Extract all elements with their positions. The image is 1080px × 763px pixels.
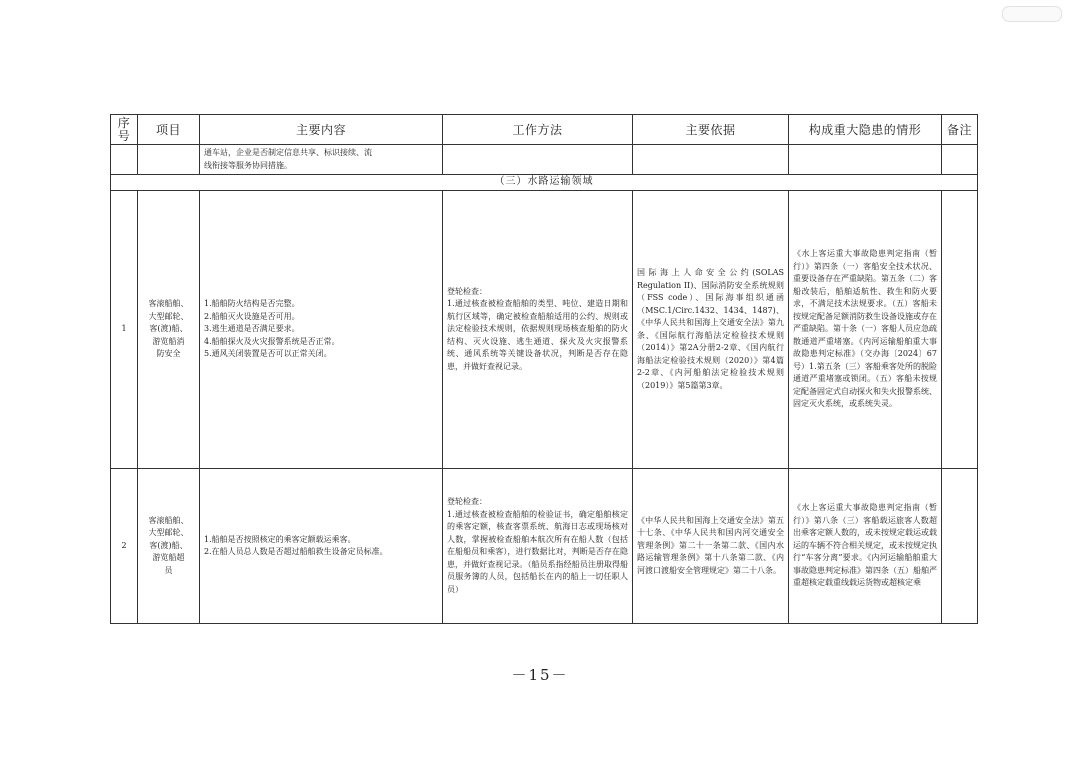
- row-content: 1.船舶防火结构是否完整。 2.船舶灭火设施是否可用。 3.逃生通道是否满足要求。 4.船舶探火及火灾报警系统是否正常。 5.通风关闭装置是否可以正常关闭。: [200, 191, 443, 469]
- corner-watermark: [1002, 6, 1062, 22]
- row-basis: 国际海上人命安全公约(SOLAS Regulation II)、国际消防安全系统规则（FSS code）、国际海事组织通函（MSC.1/Circ.1432、1434、1487)、《中华人民共和国海上交通安全法》第九条、《国际航行海船法定检验技术规则（2014）》第2A分册2-2章、《国内航行海船法定检验技术规则（2020）》第4篇2-2章、《内河船舶法定检验技术规则（2019）》第5篇第3章。: [633, 191, 789, 469]
- row-hazard: 《水上客运重大事故隐患判定指南（暂行）》第八条（三）客船载运旅客人数超出乘客定额人数的，或未按规定载运或载运的车辆不符合相关规定，或未按规定执行“车客分离”要求。《内河运输船舶重大事故隐患判定标准》第四条（五）船舶严重超核定载重线载运货物或超核定乘: [789, 469, 942, 624]
- section-row: [111, 175, 978, 191]
- row-remarks: [942, 469, 978, 624]
- row-basis: 《中华人民共和国海上交通安全法》第五十七条、《中华人民共和国内河交通安全管理条例》第二十一条第二款、《国内水路运输管理条例》第十八条第二款、《内河渡口渡船安全管理规定》第二十八条。: [633, 469, 789, 624]
- row-item: 客滚船舶、 大型邮轮、 客(渡)船、 游览船超 员: [138, 469, 200, 624]
- row-seq: 1: [111, 191, 138, 469]
- header-method: 工作方法: [443, 115, 633, 145]
- header-basis: 主要依据: [633, 115, 789, 145]
- header-remarks: 备注: [942, 115, 978, 145]
- page-number: －15－: [511, 666, 569, 684]
- row-seq: 2: [111, 469, 138, 624]
- row-content: 1.船舶是否按照核定的乘客定额载运乘客。 2.在船人员总人数是否超过船舶救生设备定员标准。: [200, 469, 443, 624]
- header-content: 主要内容: [200, 115, 443, 145]
- row-remarks: [942, 191, 978, 469]
- hazard-inspection-table: [110, 114, 978, 624]
- table-row: [111, 191, 978, 469]
- header-hazard: 构成重大隐患的情形: [789, 115, 942, 145]
- continuation-row: [111, 145, 978, 175]
- continuation-content: 通车站，企业是否制定信息共享、标识接续、流 线衔接等服务协同措施。: [200, 145, 443, 175]
- row-item: 客滚船舶、 大型邮轮、 客(渡)船、 游览船消 防安全: [138, 191, 200, 469]
- section-title: （三）水路运输领域: [111, 175, 978, 191]
- header-item: 项目: [138, 115, 200, 145]
- row-method: 登轮检查： 1.通过核查被检查船舶的检验证书，确定船舶核定的乘客定额，核查客票系统、航海日志或现场核对人数，掌握被检查船舶本航次所有在船人数（包括在船船员和乘客），进行数据比对，判断是否存在隐患，并做好查视记录。（船员系指经船员注册取得船员服务簿的人员，包括船长在内的船上一切任职人员）: [443, 469, 633, 624]
- header-row: [111, 115, 978, 145]
- header-seq: 序 号: [111, 115, 138, 145]
- row-hazard: 《水上客运重大事故隐患判定指南（暂行）》第四条（一）客船安全技术状况、重要设备存在严重缺陷。第五条（二）客船改装后，船舶适航性、救生和防火要求，不满足技术法规要求。（五）客船未按规定配备足额消防救生设备设施或存在严重缺陷。第十条（一）客船人员应急疏散通道严重堵塞。《内河运输船舶重大事故隐患判定标准》（交办海〔2024〕67号）1.第五条（三）客船乘客处所的脱险通道严重堵塞或锁闭。（五）客船未按规定配备固定式自动探火和失火报警系统、固定灭火系统，或系统失灵。: [789, 191, 942, 469]
- row-method: 登轮检查： 1.通过核查被检查船舶的类型、吨位、建造日期和航行区域等，确定被检查船舶适用的公约、规则或法定检验技术规则，依据规则现场核查船舶的防火结构、灭火设施、逃生通道、探火及火灾报警系统、通风系统等关键设备状况，判断是否存在隐患，并做好查视记录。: [443, 191, 633, 469]
- table-row: [111, 469, 978, 624]
